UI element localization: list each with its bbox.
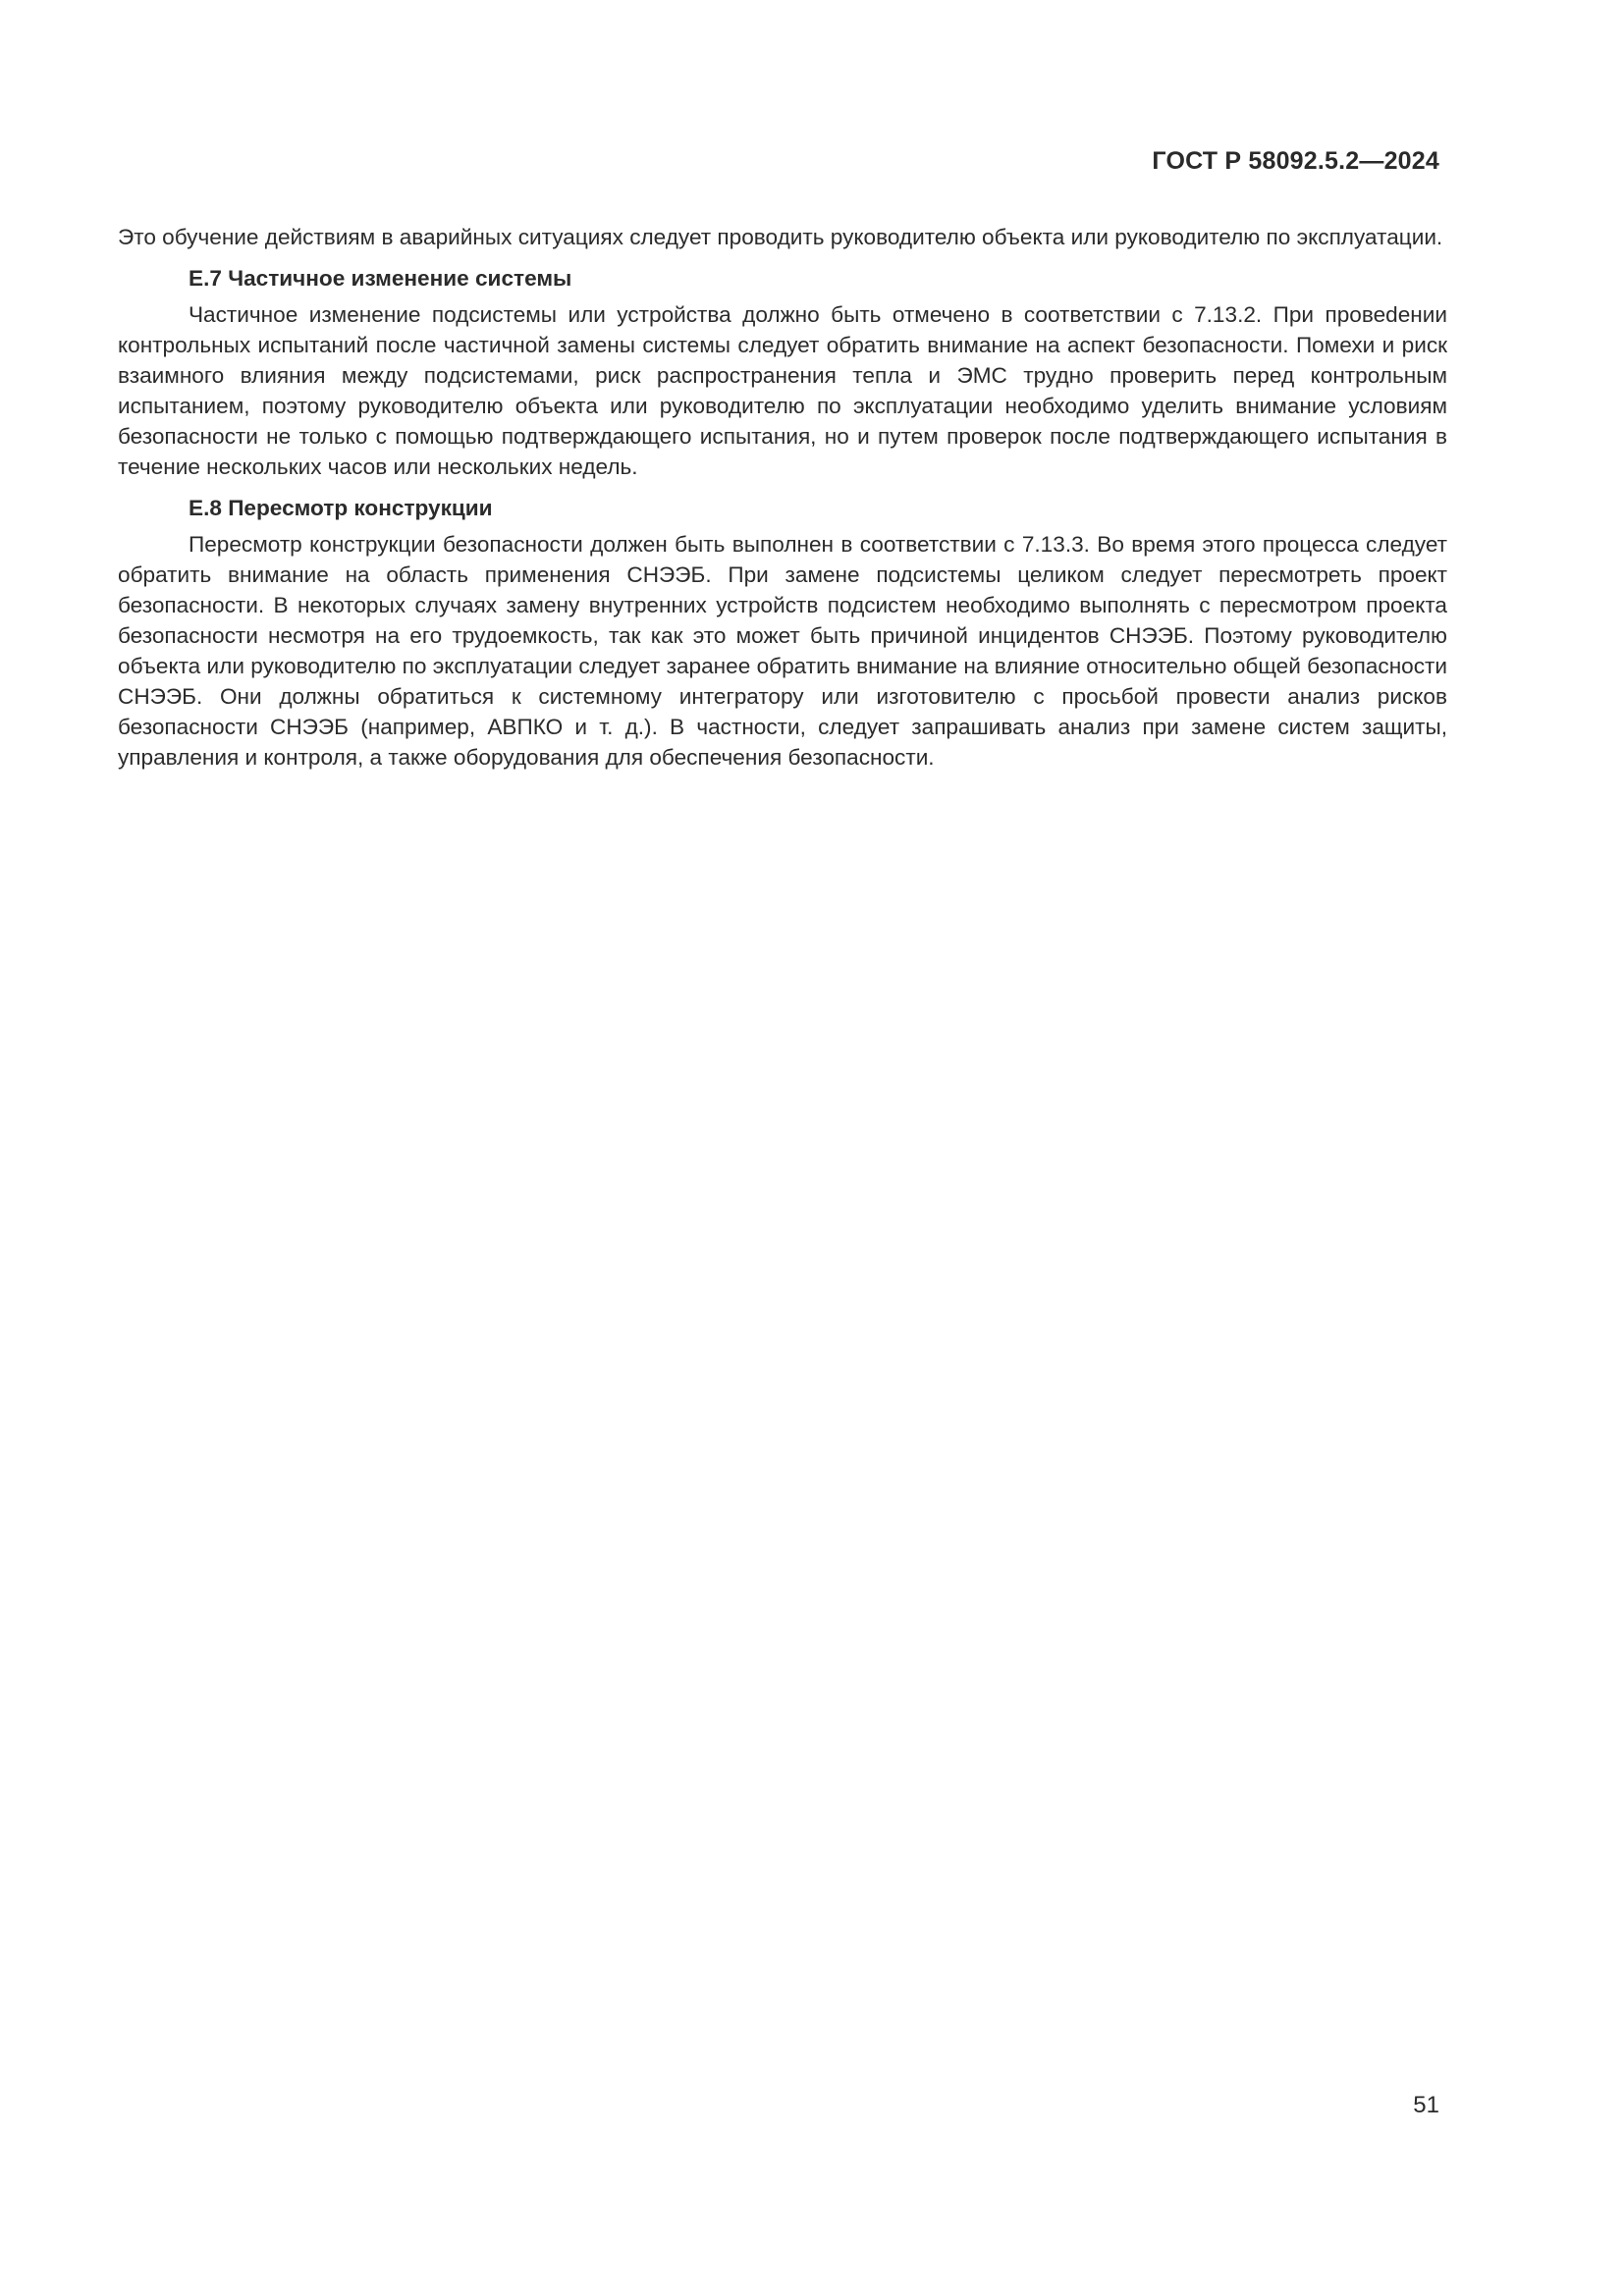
section-paragraph-e8: Пересмотр конструкции безопасности должен быть выполнен в соответствии с 7.13.3. Во время этого процесса следует обратить внимание на область применения СНЭЭБ. При замене подсистемы целиком следует пересмотреть проект безопасности. В некоторых случаях замену внутренних устройств подсистем необходимо выполнять с пересмотром проекта безопасности несмотря на его трудоемкость, так как это может быть причиной инцидентов СНЭЭБ. Поэтому руководителю объекта или руководителю по эксплуатации следует заранее обратить внимание на влияние относительно общей безопасности СНЭЭБ. Они должны обратиться к системному интегратору или изготовителю с просьбой провести анализ рисков безопасности СНЭЭБ (например, АВПКО и т. д.). В частности, следует запрашивать анализ при замене систем защиты, управления и контроля, а также оборудования для обеспечения безопасности. <box>118 532 1447 770</box>
section-heading-e8: Е.8 Пересмотр конструкции <box>189 496 493 520</box>
document-body <box>118 222 1447 773</box>
section-e7 <box>118 263 1447 482</box>
page-number: 51 <box>1413 2092 1439 2118</box>
document-header-id: ГОСТ Р 58092.5.2—2024 <box>1152 147 1439 175</box>
section-paragraph-e7: Частичное изменение подсистемы или устройства должно быть отмечено в соответствии с 7.13.2. При провеdении контрольных испытаний после частичной замены системы следует обратить внимание на аспект безопасности. Помехи и риск взаимного влияния между подсистемами, риск распространения тепла и ЭМС трудно проверить перед контрольным испытанием, поэтому руководителю объекта или руководителю по эксплуатации необходимо уделить внимание условиям безопасности не только с помощью подтверждающего испытания, но и путем проверок после подтверждающего испытания в течение нескольких часов или нескольких недель. <box>118 302 1447 479</box>
intro-paragraph: Это обучение действиям в аварийных ситуациях следует проводить руководителю объекта или руководителю по эксплуатации. <box>118 225 1443 249</box>
section-heading-e7: Е.7 Частичное изменение системы <box>189 266 572 291</box>
section-e8 <box>118 493 1447 773</box>
